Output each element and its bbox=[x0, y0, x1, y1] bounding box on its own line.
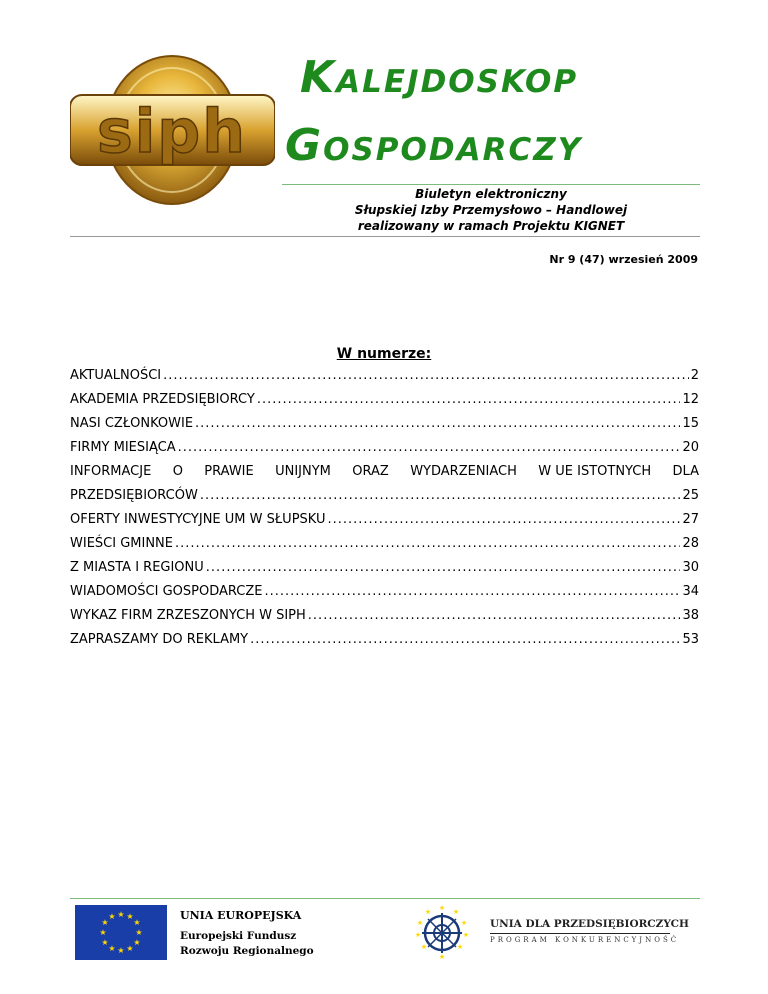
toc-item-label: WIEŚCI GMINNE bbox=[70, 536, 173, 551]
subtitle bbox=[282, 186, 700, 234]
footer-divider bbox=[70, 898, 700, 899]
toc-item[interactable] bbox=[70, 508, 699, 532]
program-title: UNIA DLA PRZEDSIĘBIORCZYCH bbox=[490, 918, 689, 930]
svg-text:★: ★ bbox=[438, 953, 446, 961]
title-line-2 bbox=[285, 120, 582, 171]
toc-item-page: 30 bbox=[682, 560, 699, 575]
toc-item[interactable] bbox=[70, 484, 699, 508]
toc-item-label: OFERTY INWESTYCYJNE UM W SŁUPSKU bbox=[70, 512, 326, 527]
table-of-contents bbox=[70, 364, 699, 652]
eu-fund-line-2: Rozwoju Regionalnego bbox=[180, 945, 314, 957]
toc-item-label: ZAPRASZAMY DO REKLAMY bbox=[70, 632, 249, 647]
eu-title: UNIA EUROPEJSKA bbox=[180, 909, 302, 922]
toc-item-label: FIRMY MIESIĄCA bbox=[70, 440, 176, 455]
title-line-1 bbox=[300, 52, 578, 103]
siph-logo bbox=[70, 55, 275, 205]
toc-item-label: PRZEDSIĘBIORCÓW bbox=[70, 488, 198, 503]
toc-item-label: AKTUALNOŚCI bbox=[70, 368, 162, 383]
toc-item[interactable] bbox=[70, 556, 699, 580]
logo-text: siph bbox=[97, 97, 247, 167]
toc-item-label: WIADOMOŚCI GOSPODARCZE bbox=[70, 584, 263, 599]
toc-item[interactable] bbox=[70, 628, 699, 652]
title-line-1-capital: K bbox=[300, 52, 337, 103]
toc-item-label: Z MIASTA I REGIONU bbox=[70, 560, 204, 575]
toc-item-label: NASI CZŁONKOWIE bbox=[70, 416, 194, 431]
svg-text:★: ★ bbox=[462, 931, 470, 939]
svg-text:★: ★ bbox=[438, 904, 446, 912]
title-line-1-rest: ALEJDOSKOP bbox=[336, 64, 579, 100]
svg-text:★: ★ bbox=[117, 946, 125, 955]
toc-item-label: AKADEMIA PRZEDSIĘBIORCY bbox=[70, 392, 255, 407]
svg-text:★: ★ bbox=[135, 928, 143, 937]
svg-text:★: ★ bbox=[126, 912, 134, 921]
toc-item-page: 25 bbox=[682, 488, 699, 503]
contents-heading: W numerze: bbox=[336, 346, 432, 362]
toc-item[interactable] bbox=[70, 580, 699, 604]
subtitle-divider bbox=[70, 236, 700, 237]
program-caption bbox=[490, 918, 689, 944]
toc-item[interactable] bbox=[70, 388, 699, 412]
svg-text:★: ★ bbox=[117, 910, 125, 919]
svg-text:★: ★ bbox=[460, 919, 468, 927]
subtitle-line-1: Biuletyn elektroniczny bbox=[415, 187, 567, 201]
svg-text:★: ★ bbox=[133, 918, 141, 927]
toc-item-page: 2 bbox=[690, 368, 699, 383]
svg-text:★: ★ bbox=[414, 931, 422, 939]
toc-item-page: 34 bbox=[682, 584, 699, 599]
svg-text:★: ★ bbox=[101, 938, 109, 947]
subtitle-line-2: Słupskiej Izby Przemysłowo – Handlowej bbox=[354, 203, 628, 217]
title-line-2-capital: G bbox=[285, 120, 324, 171]
header-divider bbox=[282, 184, 700, 185]
toc-item[interactable] bbox=[70, 364, 699, 388]
program-subtitle: PROGRAM KONKURENCYJNOŚĆ bbox=[490, 936, 680, 944]
toc-item-page: 20 bbox=[682, 440, 699, 455]
svg-text:★: ★ bbox=[99, 928, 107, 937]
program-logo-icon bbox=[408, 903, 476, 961]
svg-text:★: ★ bbox=[456, 943, 464, 951]
subtitle-line-3: realizowany w ramach Projektu KIGNET bbox=[357, 219, 625, 233]
eu-fund-caption bbox=[180, 908, 314, 959]
toc-item-long-line-1[interactable]: INFORMACJE O PRAWIE UNIJNYM ORAZ WYDARZENIACH W UE ISTOTNYCH DLA bbox=[70, 464, 699, 479]
svg-text:★: ★ bbox=[108, 912, 116, 921]
toc-item-page: 27 bbox=[682, 512, 699, 527]
eu-flag-icon bbox=[75, 905, 167, 960]
title-line-2-rest: OSPODARCZY bbox=[323, 132, 583, 168]
toc-item-page: 15 bbox=[682, 416, 699, 431]
svg-text:★: ★ bbox=[452, 908, 460, 916]
svg-text:★: ★ bbox=[133, 938, 141, 947]
svg-text:★: ★ bbox=[420, 943, 428, 951]
toc-item[interactable] bbox=[70, 532, 699, 556]
issue-number: Nr 9 (47) wrzesień 2009 bbox=[549, 253, 698, 266]
toc-item[interactable] bbox=[70, 412, 699, 436]
toc-item-page: 53 bbox=[682, 632, 699, 647]
svg-text:★: ★ bbox=[108, 944, 116, 953]
toc-item-page: 28 bbox=[682, 536, 699, 551]
eu-fund-line-1: Europejski Fundusz bbox=[180, 930, 297, 942]
svg-text:★: ★ bbox=[416, 919, 424, 927]
toc-item-label: WYKAZ FIRM ZRZESZONYCH W SIPH bbox=[70, 608, 306, 623]
toc-item[interactable] bbox=[70, 436, 699, 460]
toc-item[interactable] bbox=[70, 604, 699, 628]
svg-text:★: ★ bbox=[126, 944, 134, 953]
toc-item-page: 12 bbox=[682, 392, 699, 407]
toc-item-page: 38 bbox=[682, 608, 699, 623]
svg-text:★: ★ bbox=[101, 918, 109, 927]
svg-text:★: ★ bbox=[424, 908, 432, 916]
